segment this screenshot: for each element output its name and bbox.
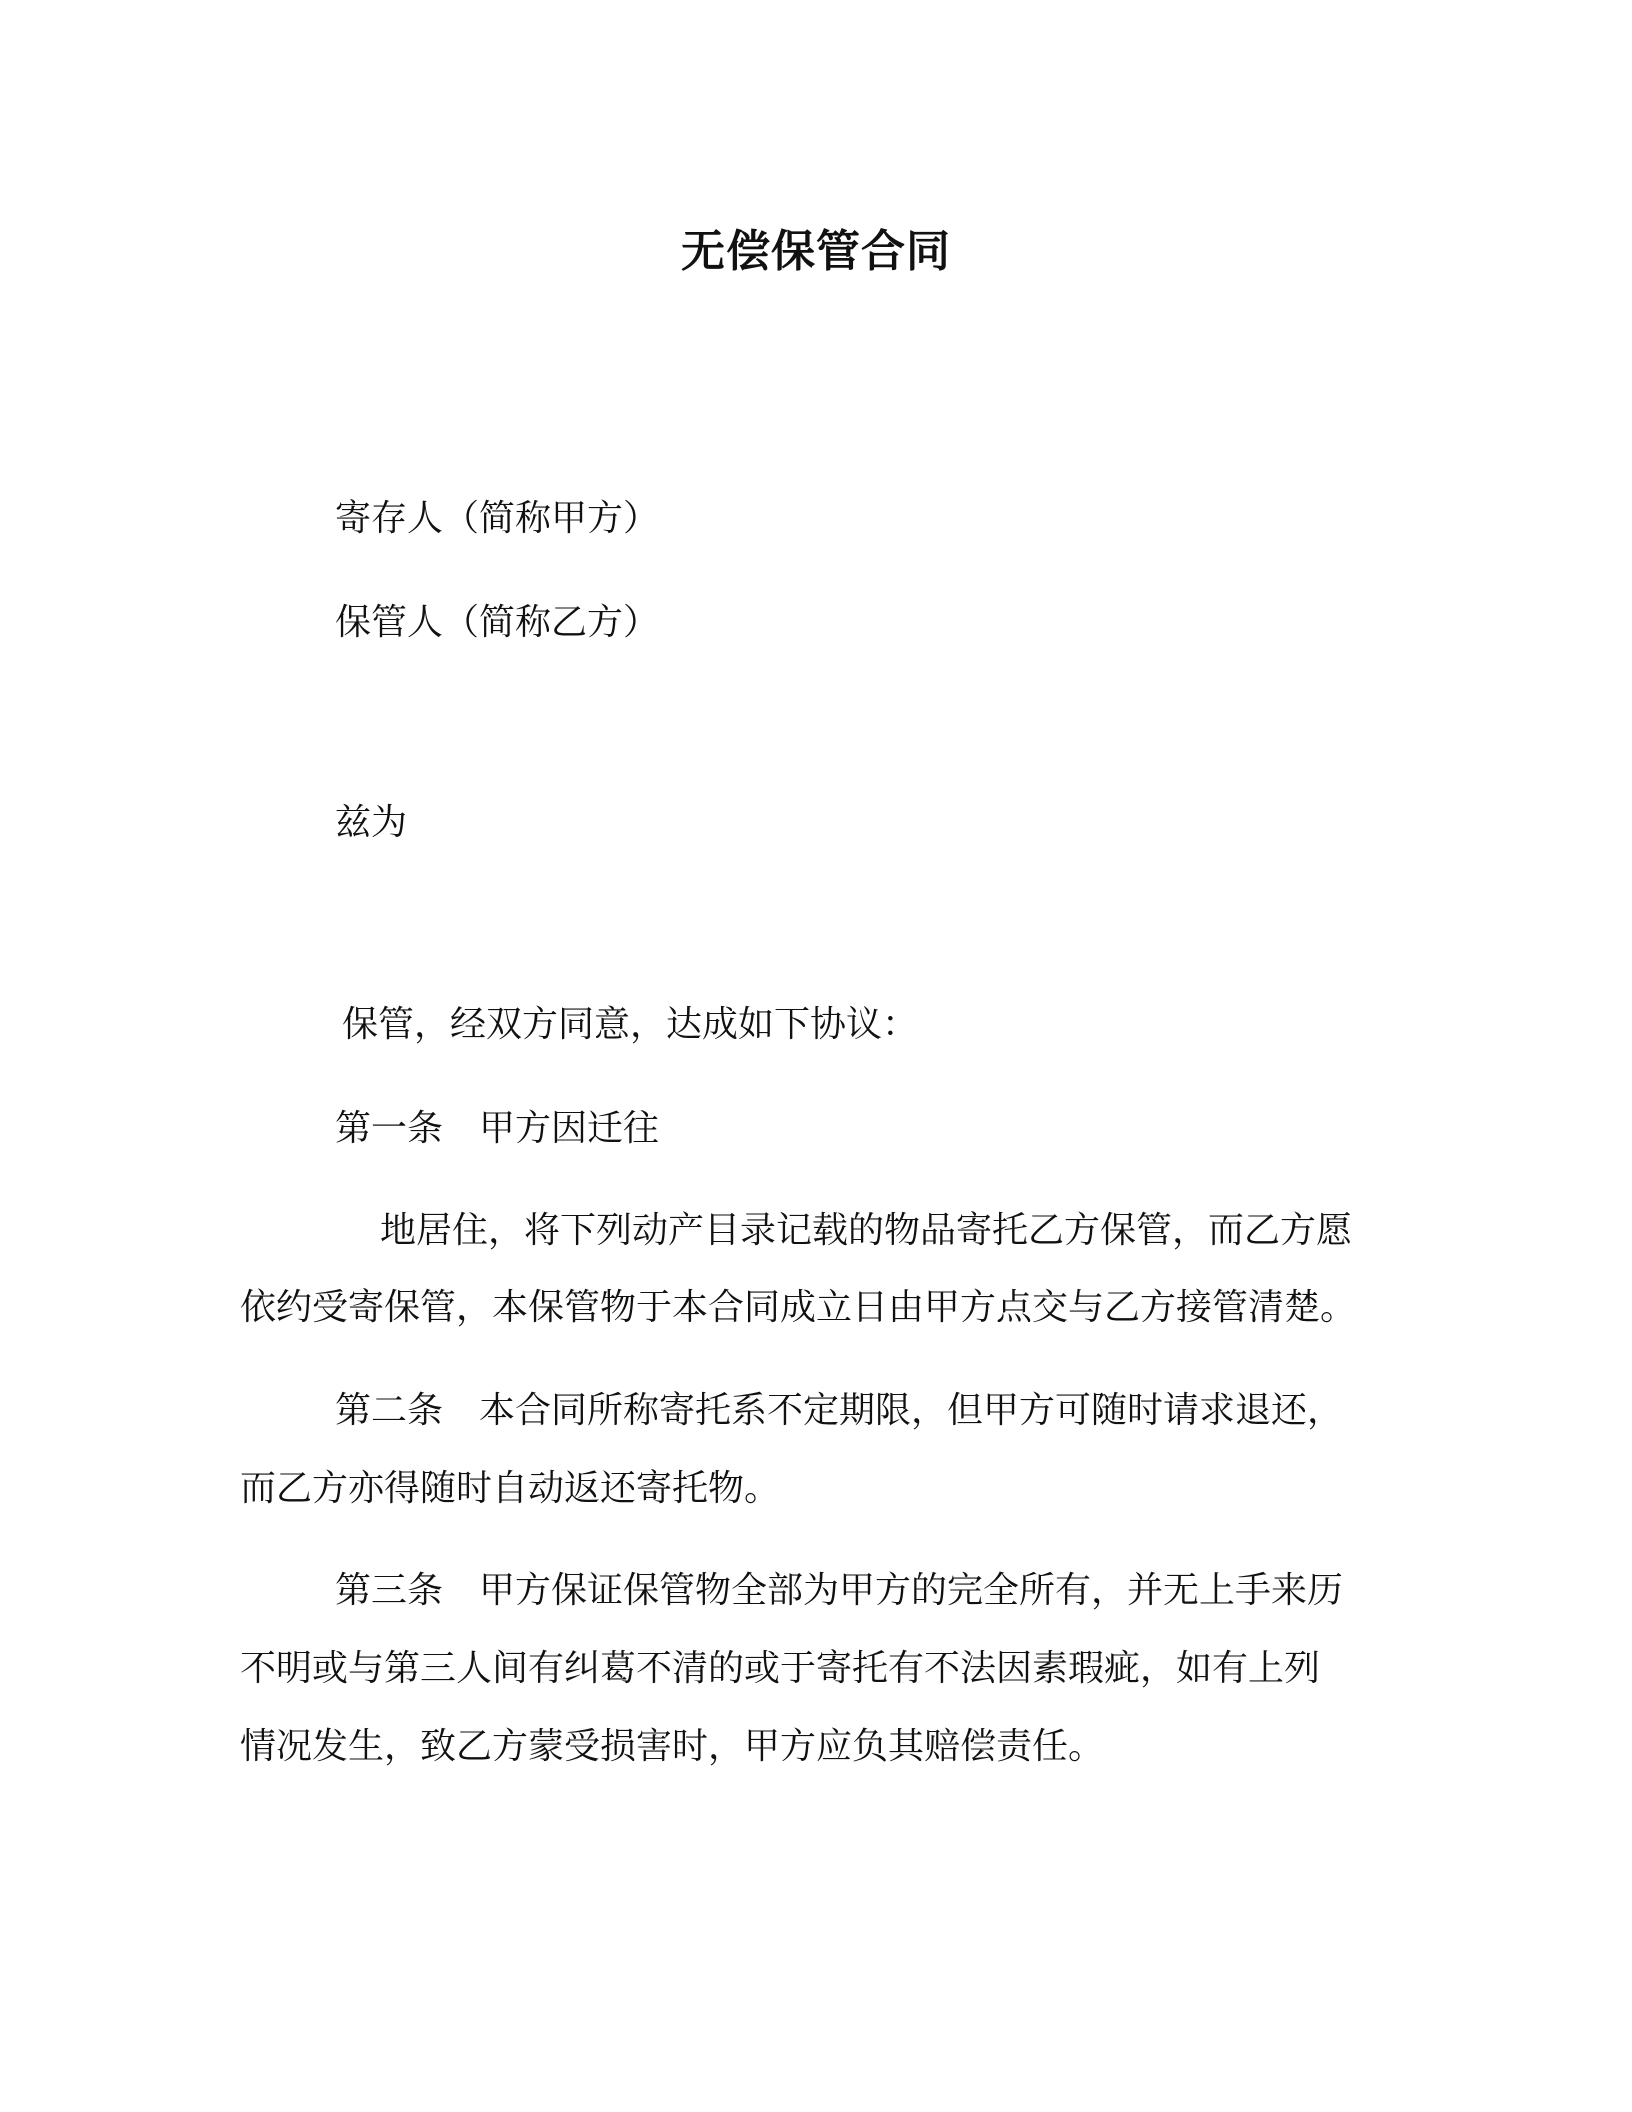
article1-heading: 第一条 甲方因迁往 (335, 1108, 660, 1149)
depositor-line: 寄存人（简称甲方） (335, 498, 660, 539)
article1-line1: 地居住，将下列动产目录记载的物品寄托乙方保管，而乙方愿 (380, 1210, 1353, 1251)
custodian-line: 保管人（简称乙方） (335, 602, 660, 643)
article3-line3: 情况发生，致乙方蒙受损害时，甲方应负其赔偿责任。 (240, 1726, 1105, 1767)
article1-line2: 依约受寄保管，本保管物于本合同成立日由甲方点交与乙方接管清楚。 (240, 1287, 1357, 1328)
document-title: 无偿保管合同 (681, 226, 951, 277)
agreement-intro: 保管，经双方同意，达成如下协议： (342, 1004, 919, 1045)
hereby-line: 兹为 (335, 802, 408, 843)
article2-line1: 第二条 本合同所称寄托系不定期限，但甲方可随时请求退还， (335, 1390, 1344, 1431)
article2-line2: 而乙方亦得随时自动返还寄托物。 (240, 1468, 781, 1509)
article3-line1: 第三条 甲方保证保管物全部为甲方的完全所有，并无上手来历 (335, 1570, 1344, 1611)
article3-line2: 不明或与第三人间有纠葛不清的或于寄托有不法因素瑕疵，如有上列 (240, 1648, 1321, 1689)
